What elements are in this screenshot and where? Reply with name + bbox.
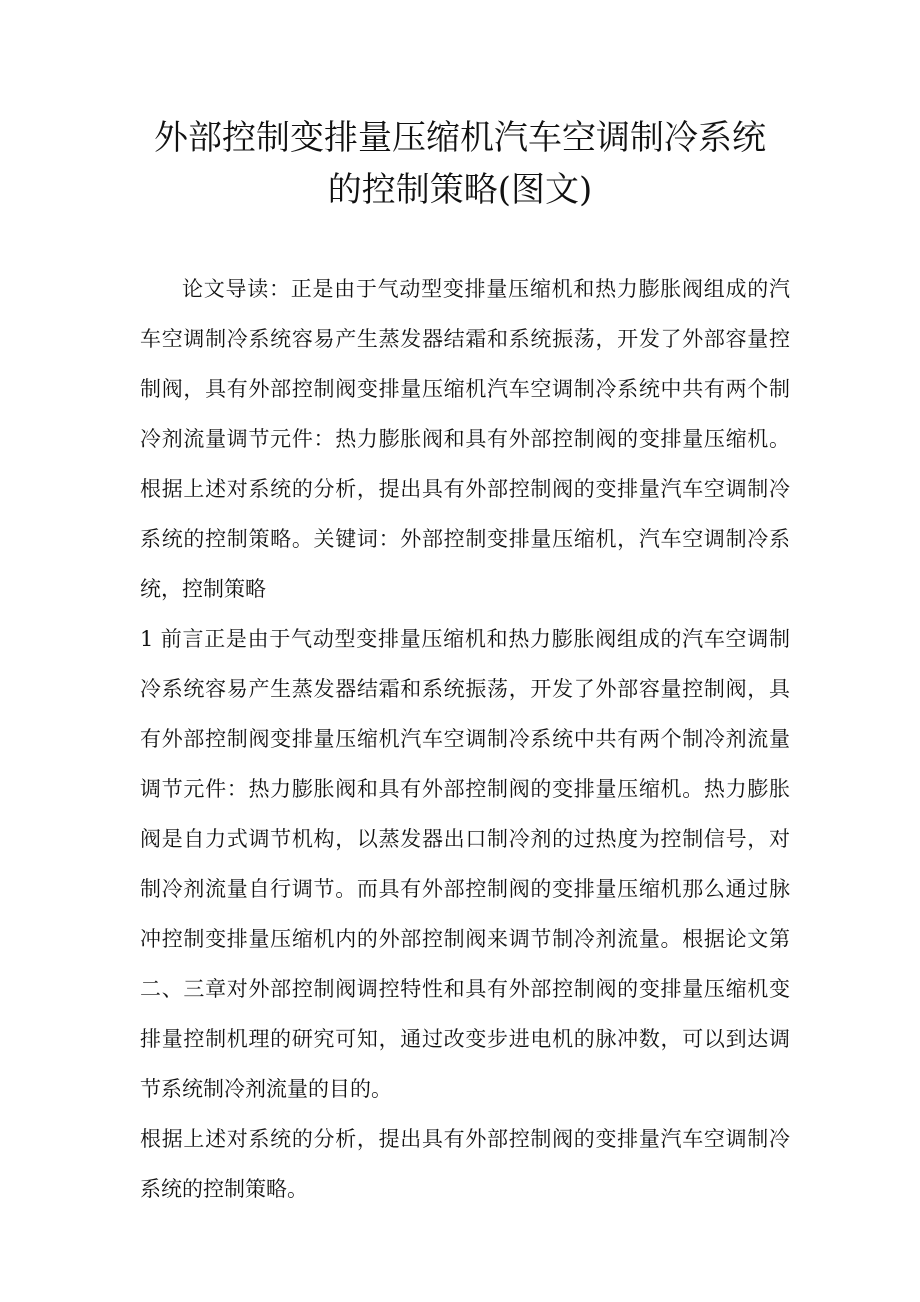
abstract-paragraph: 论文导读：正是由于气动型变排量压缩机和热力膨胀阀组成的汽车空调制冷系统容易产生蒸发器结霜和系统振荡，开发了外部容量控制阀，具有外部控制阀变排量压缩机汽车空调制冷系统中共有两个制冷剂流量调节元件：热力膨胀阀和具有外部控制阀的变排量压缩机。根据上述对系统的分析，提出具有外部控制阀的变排量汽车空调制冷系统的控制策略。关键词：外部控制变排量压缩机，汽车空调制冷系统，控制策略	[140, 277, 790, 601]
document-title	[80, 112, 840, 216]
title-line-1: 外部控制变排量压缩机汽车空调制冷系统	[154, 118, 766, 158]
document-body	[140, 264, 790, 1214]
introduction-paragraph: 1 前言正是由于气动型变排量压缩机和热力膨胀阀组成的汽车空调制冷系统容易产生蒸发器结霜和系统振荡，开发了外部容量控制阀，具有外部控制阀变排量压缩机汽车空调制冷系统中共有两个制冷剂流量调节元件：热力膨胀阀和具有外部控制阀的变排量压缩机。热力膨胀阀是自力式调节机构，以蒸发器出口制冷剂的过热度为控制信号，对制冷剂流量自行调节。而具有外部控制阀的变排量压缩机那么通过脉冲控制变排量压缩机内的外部控制阀来调节制冷剂流量。根据论文第二、三章对外部控制阀调控特性和具有外部控制阀的变排量压缩机变排量控制机理的研究可知，通过改变步进电机的脉冲数，可以到达调节系统制冷剂流量的目的。	[140, 627, 790, 1101]
title-line-2: 的控制策略(图文)	[327, 170, 593, 210]
conclusion-paragraph: 根据上述对系统的分析，提出具有外部控制阀的变排量汽车空调制冷系统的控制策略。	[140, 1127, 790, 1201]
